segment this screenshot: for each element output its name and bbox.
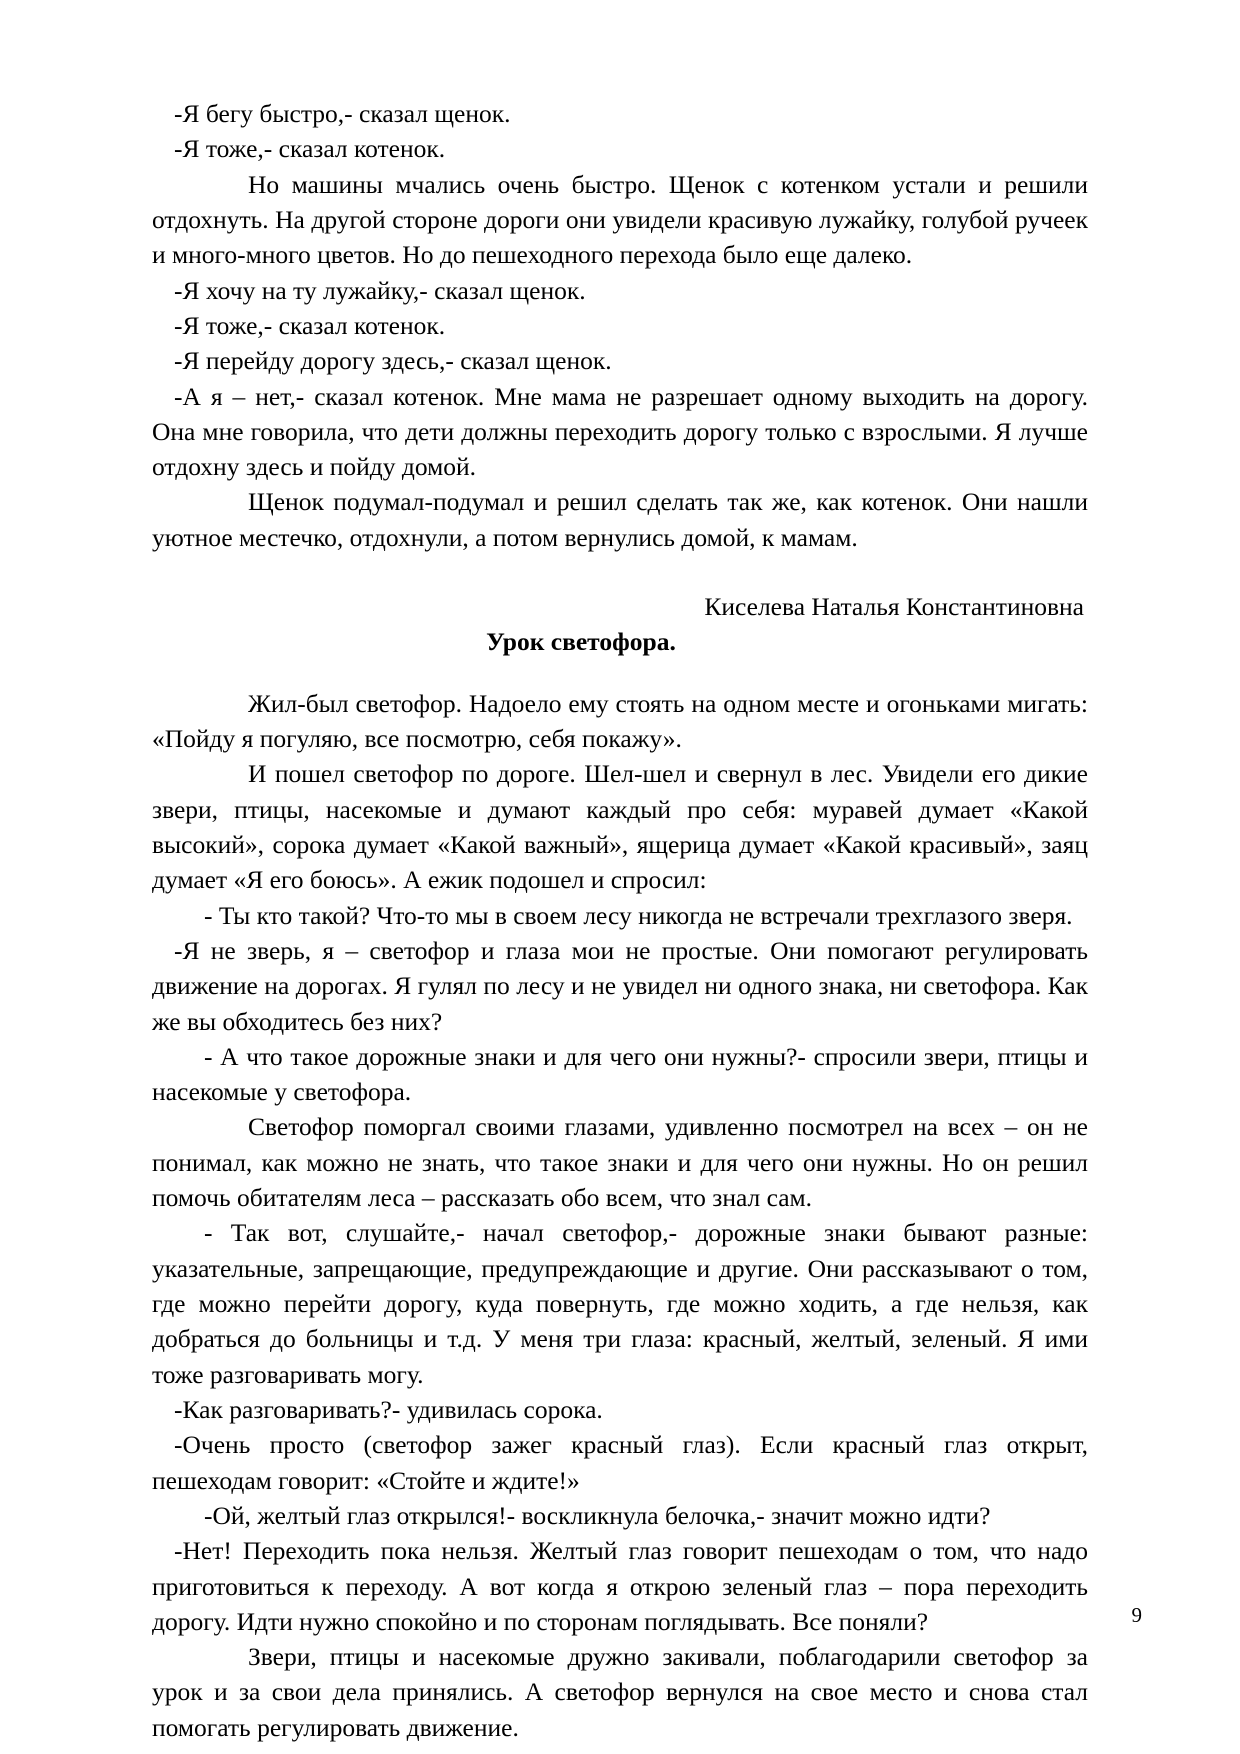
paragraph: - А что такое дорожные знаки и для чего они нужны?- спросили звери, птицы и насекомые у светофора. [152, 1041, 1088, 1107]
paragraph: И пошел светофор по дороге. Шел-шел и свернул в лес. Увидели его дикие звери, птицы, насекомые и думают каждый про себя: муравей думает «Какой высокий», сорока думает «Какой важный», ящерица думает «Какой красивый», заяц думает «Я его боюсь». А ежик подошел и спросил: [152, 759, 1088, 895]
paragraph: -Как разговаривать?- удивилась сорока. [174, 1394, 603, 1424]
paragraph: - Так вот, слушайте,- начал светофор,- дорожные знаки бывают разные: указательные, запрещающие, предупреждающие и другие. Они рассказывают о том, где можно перейти дорогу, куда повернуть, где можно ходить, а где нельзя, как добраться до больницы и т.д. У меня три глаза: красный, желтый, зеленый. Я ими тоже разговаривать могу. [152, 1218, 1088, 1389]
page-content [152, 96, 1088, 1745]
author-name: Киселева Наталья Константиновна [704, 592, 1084, 622]
paragraph: -Нет! Переходить пока нельзя. Желтый глаз говорит пешеходам о том, что надо приготовиться к переходу. А вот когда я открою зеленый глаз – пора переходить дорогу. Идти нужно спокойно и по сторонам поглядывать. Все поняли? [152, 1536, 1088, 1636]
page-number: 9 [1131, 1603, 1142, 1627]
paragraph: Но машины мчались очень быстро. Щенок с котенком устали и решили отдохнуть. На другой стороне дороги они увидели красивую лужайку, голубой ручеек и много-много цветов. Но до пешеходного перехода было еще далеко. [152, 169, 1088, 270]
title-spacer [152, 660, 1088, 686]
paragraph: -Я тоже,- сказал котенок. [174, 134, 446, 164]
paragraph: Светофор поморгал своими глазами, удивленно посмотрел на всех – он не понимал, как можно не знать, что такое знаки и для чего они нужны. Но он решил помочь обитателям леса – рассказать обо всем, что знал сам. [152, 1112, 1088, 1213]
paragraph: -Я перейду дорогу здесь,- сказал щенок. [174, 346, 612, 376]
paragraph: -Очень просто (светофор зажег красный глаз). Если красный глаз открыт, пешеходам говорит: «Стойте и ждите!» [152, 1430, 1088, 1495]
paragraph: -Я тоже,- сказал котенок. [174, 310, 446, 340]
paragraph: Щенок подумал-подумал и решил сделать так же, как котенок. Они нашли уютное местечко, отдохнули, а потом вернулись домой, к мамам. [152, 487, 1088, 552]
paragraph: -Ой, желтый глаз открылся!- воскликнула белочка,- значит можно идти? [204, 1500, 991, 1530]
paragraph: -Я бегу быстро,- сказал щенок. [174, 99, 511, 128]
paragraph: -А я – нет,- сказал котенок. Мне мама не разрешает одному выходить на дорогу. Она мне говорила, что дети должны переходить дорогу только с взрослыми. Я лучше отдохну здесь и пойду домой. [152, 381, 1088, 482]
paragraph: - Ты кто такой? Что-то мы в своем лесу никогда не встречали трехглазого зверя. [204, 900, 1073, 930]
paragraph: -Я хочу на ту лужайку,- сказал щенок. [174, 275, 586, 305]
paragraph: Жил-был светофор. Надоело ему стоять на одном месте и огоньками мигать: «Пойду я погуляю, все посмотрю, себя покажу». [152, 688, 1088, 753]
story-title: Урок светофора. [486, 627, 676, 657]
paragraph: Звери, птицы и насекомые дружно закивали, поблагодарили светофор за урок и за свои дела принялись. А светофор вернулся на свое место и снова стал помогать регулировать движение. [152, 1642, 1088, 1742]
section-spacer [152, 555, 1088, 589]
paragraph: -Я не зверь, я – светофор и глаза мои не простые. Они помогают регулировать движение на дорогах. Я гулял по лесу и не увидел ни одного знака, ни светофора. Как же вы обходитесь без них? [152, 935, 1088, 1036]
